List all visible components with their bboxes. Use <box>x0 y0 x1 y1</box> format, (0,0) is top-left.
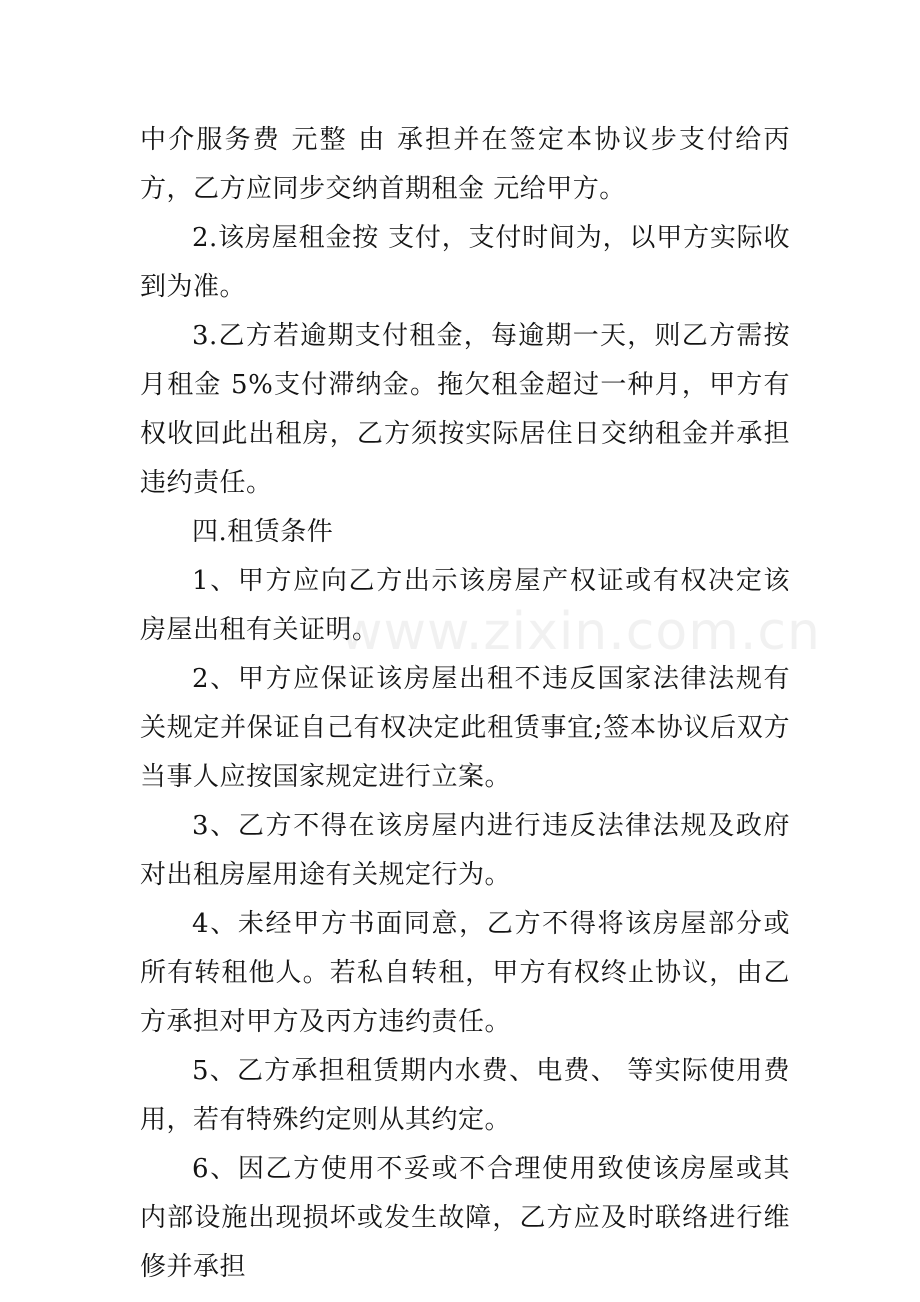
section-heading-lease-conditions: 四.租赁条件 <box>192 517 334 547</box>
paragraph-condition-2: 2、甲方应保证该房屋出租不违反国家法律法规有关规定并保证自己有权决定此租赁事宜;签本协议后双方当事人应按国家规定进行立案。 <box>140 664 790 792</box>
paragraph-condition-6: 6、因乙方使用不妥或不合理使用致使该房屋或其内部设施出现损坏或发生故障，乙方应及时联络进行维修并承担 <box>140 1154 790 1282</box>
paragraph-condition-1: 1、甲方应向乙方出示该房屋产权证或有权决定该房屋出租有关证明。 <box>140 566 790 645</box>
paragraph-late-fee: 3.乙方若逾期支付租金，每逾期一天，则乙方需按月租金 5%支付滞纳金。拖欠租金超过一种月，甲方有权收回此出租房，乙方须按实际居住日交纳租金并承担违约责任。 <box>140 321 790 498</box>
watermark: www.zixin.com.cn <box>340 602 821 662</box>
paragraph-rent-payment: 2.该房屋租金按 支付，支付时间为，以甲方实际收到为准。 <box>140 223 790 302</box>
paragraph-condition-4: 4、未经甲方书面同意，乙方不得将该房屋部分或所有转租他人。若私自转租，甲方有权终止协议，由乙方承担对甲方及丙方违约责任。 <box>140 909 790 1037</box>
paragraph-service-fee: 中介服务费 元整 由 承担并在签定本协议步支付给丙方，乙方应同步交纳首期租金 元给甲方。 <box>140 125 790 204</box>
paragraph-condition-5: 5、乙方承担租赁期内水费、电费、 等实际使用费用，若有特殊约定则从其约定。 <box>140 1056 790 1135</box>
document-body <box>140 116 790 1292</box>
paragraph-condition-3: 3、乙方不得在该房屋内进行违反法律法规及政府对出租房屋用途有关规定行为。 <box>140 811 790 890</box>
